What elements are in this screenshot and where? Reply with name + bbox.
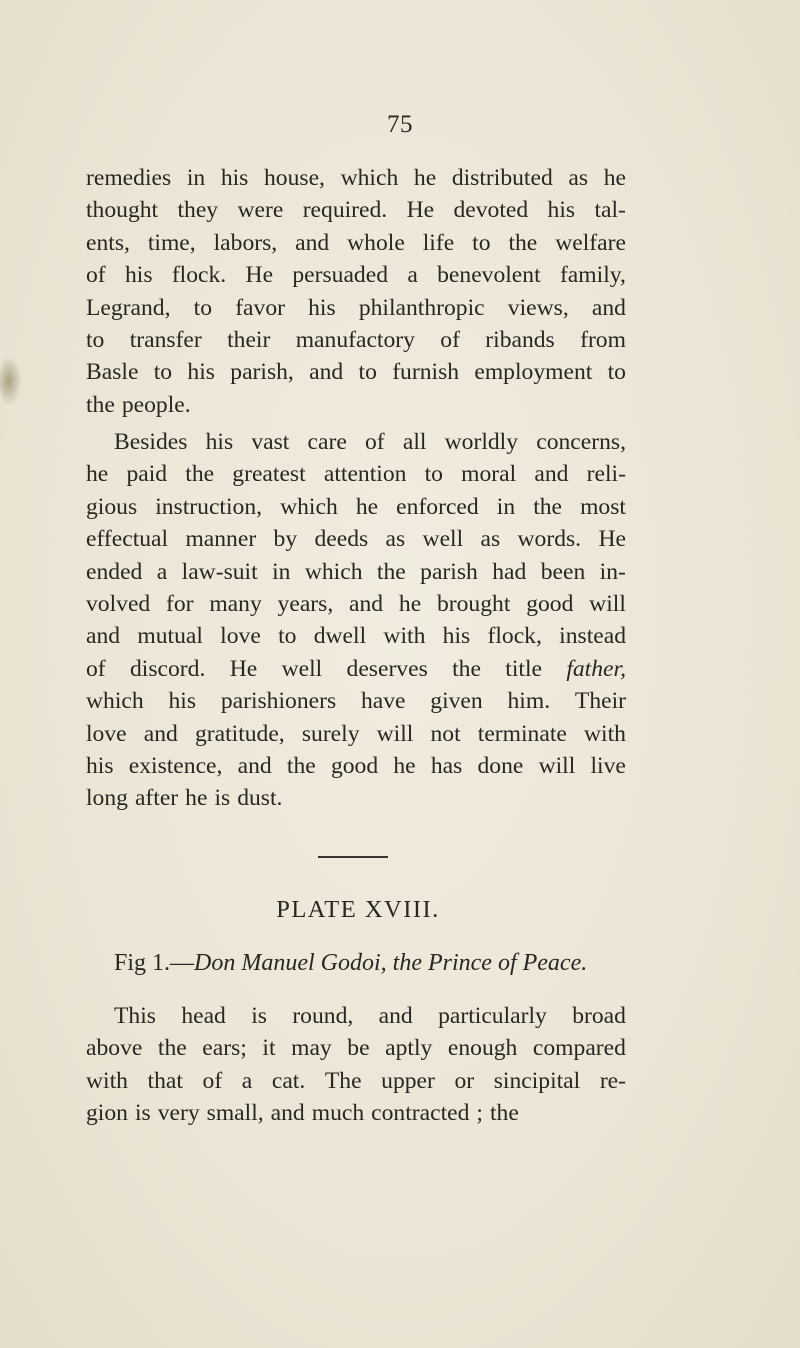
text-line: effectual manner by deeds as well as words. He xyxy=(86,526,626,553)
text-line: gious instruction, which he enforced in the most xyxy=(86,493,626,520)
text-line: remedies in his house, which he distributed as he xyxy=(86,165,626,191)
text-line: above the ears; it may be aptly enough compared xyxy=(86,1035,626,1062)
paragraph-1 xyxy=(86,162,626,421)
ink-blot-mark xyxy=(0,356,22,406)
text-line: Besides his vast care of all worldly concerns, xyxy=(114,429,626,455)
page-number: 75 xyxy=(387,111,413,138)
emphasized-word: father, xyxy=(566,655,626,682)
text-line: the people. xyxy=(86,391,191,418)
text-line: of his flock. He persuaded a benevolent family, xyxy=(86,262,626,289)
paragraph-2 xyxy=(86,426,626,815)
text-line: Basle to his parish, and to furnish employment to xyxy=(86,359,626,386)
text-line: volved for many years, and he brought good will xyxy=(86,590,626,617)
text-line: to transfer their manufactory of ribands from xyxy=(86,326,626,353)
text-line: thought they were required. He devoted his tal- xyxy=(86,197,626,224)
text-line: his existence, and the good he has done will live xyxy=(86,752,626,779)
figure-title: Don Manuel Godoi, the Prince of Peace. xyxy=(194,950,588,976)
text-line: of discord. He well deserves the title father, xyxy=(86,653,626,685)
text-line: and mutual love to dwell with his flock, instead xyxy=(86,623,626,650)
text-line: love and gratitude, surely will not terminate with xyxy=(86,720,626,747)
text-line: gion is very small, and much contracted ; the xyxy=(86,1100,519,1127)
paragraph-3 xyxy=(86,1000,626,1130)
text-line: long after he is dust. xyxy=(86,785,283,812)
figure-caption xyxy=(114,950,587,977)
text-line: ents, time, labors, and whole life to the welfare xyxy=(86,229,626,256)
section-divider xyxy=(318,856,388,858)
plate-heading: PLATE XVIII. xyxy=(276,896,440,923)
text-line: Legrand, to favor his philanthropic views, and xyxy=(86,294,626,321)
text-line: with that of a cat. The upper or sincipital re- xyxy=(86,1067,626,1094)
text-line: This head is round, and particularly broad xyxy=(114,1003,626,1029)
text-line: he paid the greatest attention to moral and reli- xyxy=(86,461,626,488)
figure-label: Fig 1.— xyxy=(114,950,195,976)
text-line: ended a law-suit in which the parish had been in- xyxy=(86,558,626,585)
text-line: which his parishioners have given him. Their xyxy=(86,688,626,715)
